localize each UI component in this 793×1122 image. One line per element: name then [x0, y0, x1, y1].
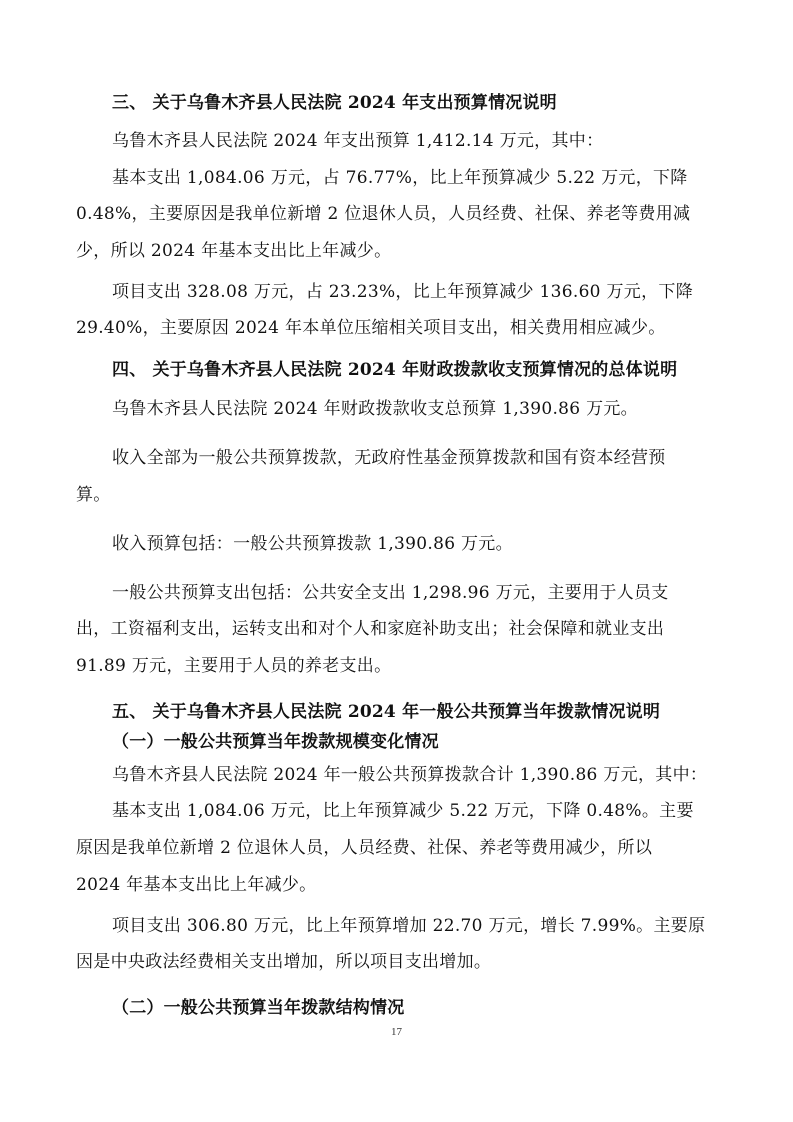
paragraph-line: 收入全部为一般公共预算拨款，无政府性基金预算拨款和国有资本经营预	[112, 448, 666, 468]
paragraph-line: 一般公共预算支出包括：公共安全支出 1,298.96 万元，主要用于人员支	[112, 583, 669, 603]
paragraph-line: 0.48%，主要原因是我单位新增 2 位退休人员，人员经费、社保、养老等费用减	[76, 204, 691, 224]
section-heading-5: 五、 关于乌鲁木齐县人民法院 2024 年一般公共预算当年拨款情况说明	[112, 702, 661, 722]
paragraph-line: 少，所以 2024 年基本支出比上年减少。	[76, 241, 392, 261]
subsection-heading-1: （一）一般公共预算当年拨款规模变化情况	[112, 732, 439, 752]
paragraph-line: 因是中央政法经费相关支出增加，所以项目支出增加。	[76, 952, 492, 972]
paragraph-line: 乌鲁木齐县人民法院 2024 年支出预算 1,412.14 万元，其中：	[112, 131, 604, 151]
paragraph-line: 乌鲁木齐县人民法院 2024 年一般公共预算拨款合计 1,390.86 万元，其中：	[112, 765, 708, 785]
paragraph-line: 乌鲁木齐县人民法院 2024 年财政拨款收支总预算 1,390.86 万元。	[112, 399, 638, 419]
paragraph-line: 91.89 万元，主要用于人员的养老支出。	[76, 656, 392, 676]
paragraph-line: 收入预算包括：一般公共预算拨款 1,390.86 万元。	[112, 534, 513, 554]
paragraph-line: 基本支出 1,084.06 万元，占 76.77%，比上年预算减少 5.22 万元，下降	[112, 168, 688, 188]
paragraph-line: 29.40%，主要原因 2024 年本单位压缩相关项目支出，相关费用相应减少。	[76, 318, 666, 338]
paragraph-line: 算。	[76, 485, 111, 505]
section-heading-3: 三、 关于乌鲁木齐县人民法院 2024 年支出预算情况说明	[112, 93, 557, 113]
page-number: 17	[391, 1026, 402, 1038]
paragraph-line: 2024 年基本支出比上年减少。	[76, 875, 317, 895]
paragraph-line: 项目支出 306.80 万元，比上年预算增加 22.70 万元，增长 7.99%。主要原	[112, 916, 706, 936]
paragraph-line: 项目支出 328.08 万元，占 23.23%，比上年预算减少 136.60 万元，下降	[112, 282, 694, 302]
subsection-heading-2: （二）一般公共预算当年拨款结构情况	[112, 998, 405, 1018]
section-heading-4: 四、 关于乌鲁木齐县人民法院 2024 年财政拨款收支预算情况的总体说明	[112, 360, 678, 380]
paragraph-line: 原因是我单位新增 2 位退休人员，人员经费、社保、养老等费用减少，所以	[76, 838, 653, 858]
paragraph-line: 出，工资福利支出，运转支出和对个人和家庭补助支出；社会保障和就业支出	[76, 619, 665, 639]
paragraph-line: 基本支出 1,084.06 万元，比上年预算减少 5.22 万元，下降 0.48%。主要	[112, 801, 694, 821]
